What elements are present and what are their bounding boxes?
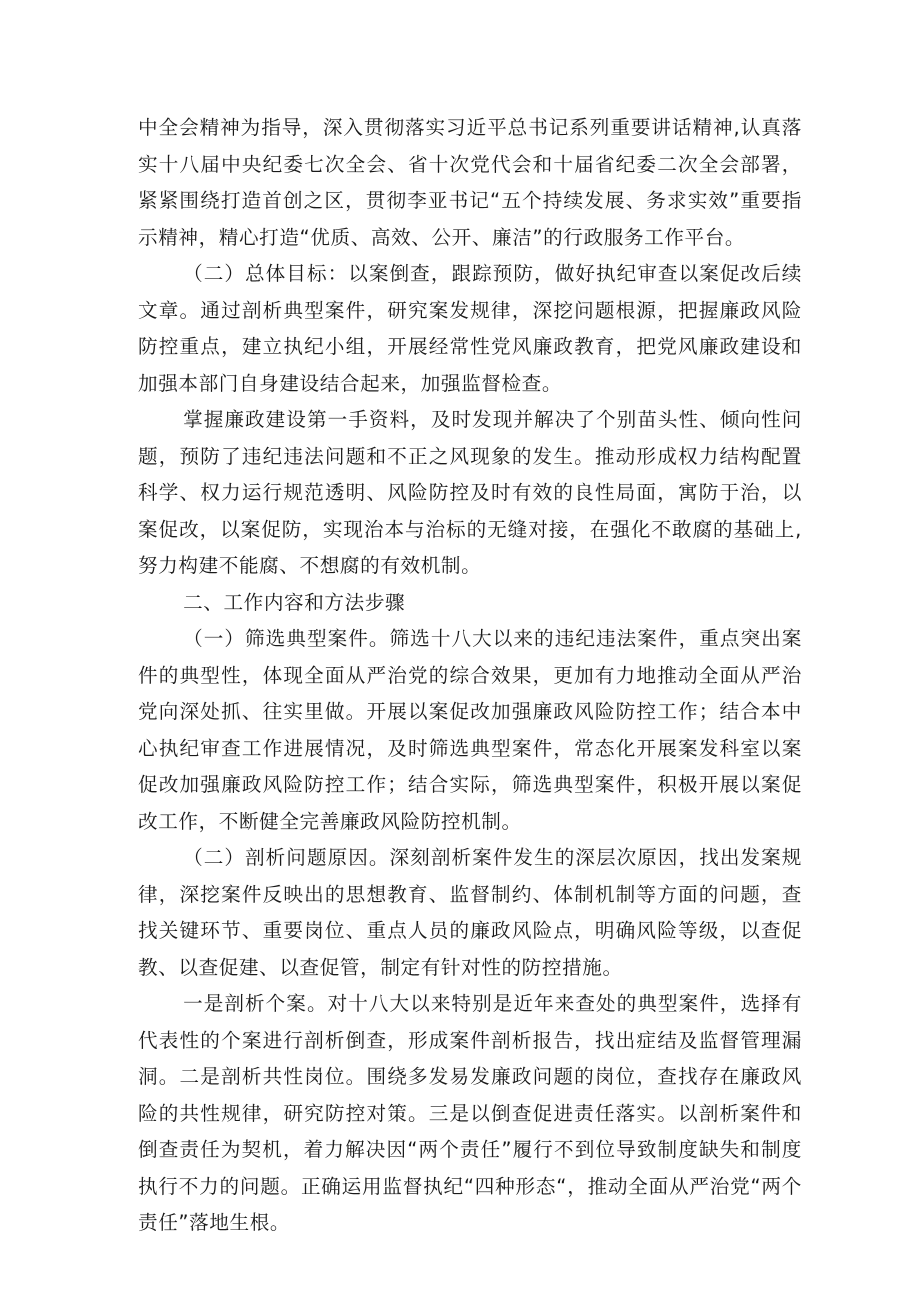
paragraph-guiding-spirit: 中全会精神为指导，深入贯彻落实习近平总书记系列重要讲话精神,认真落实十八届中央纪委七次全会、省十次党代会和十届省纪委二次全会部署，紧紧围绕打造首创之区，贯彻李亚书记“五个持续发展、务求实效”重要指示精神，精心打造“优质、高效、公开、廉洁”的行政服务工作平台。 <box>138 116 802 249</box>
section-heading-work-content: 二、工作内容和方法步骤 <box>183 590 406 614</box>
paragraph-select-cases: （一）筛选典型案件。筛选十八大以来的违纪违法案件，重点突出案件的典型性，体现全面从严治党的综合效果，更加有力地推动全面从严治党向深处抓、往实里做。开展以案促改加强廉政风险防控工作；结合本中心执纪审查工作进展情况，及时筛选典型案件，常态化开展案发科室以案促改加强廉政风险防控工作；结合实际，筛选典型案件，积极开展以案促改工作，不断健全完善廉政风险防控机制。 <box>138 627 802 833</box>
paragraph-overall-goal: （二）总体目标：以案倒查，跟踪预防，做好执纪审查以案促改后续文章。通过剖析典型案件，研究案发规律，深挖问题根源，把握廉政风险防控重点，建立执纪小组，开展经常性党风廉政教育，把党风廉政建设和加强本部门自身建设结合起来，加强监督检查。 <box>138 262 802 395</box>
paragraph-analyze-causes: （二）剖析问题原因。深刻剖析案件发生的深层次原因，找出发案规律，深挖案件反映出的思想教育、监督制约、体制机制等方面的问题，查找关键环节、重要岗位、重点人员的廉政风险点，明确风险等级，以查促教、以查促建、以查促管，制定有针对性的防控措施。 <box>138 846 802 979</box>
paragraph-integrity-mechanism: 掌握廉政建设第一手资料，及时发现并解决了个别苗头性、倾向性问题，预防了违纪违法问题和不正之风现象的发生。推动形成权力结构配置科学、权力运行规范透明、风险防控及时有效的良性局面，寓防于治，以案促改，以案促防，实现治本与治标的无缝对接，在强化不敢腐的基础上,努力构建不能腐、不想腐的有效机制。 <box>138 408 802 577</box>
document-body <box>138 110 802 1242</box>
paragraph-analysis-details: 一是剖析个案。对十八大以来特别是近年来查处的典型案件，选择有代表性的个案进行剖析倒查，形成案件剖析报告，找出症结及监督管理漏洞。二是剖析共性岗位。围绕多发易发廉政问题的岗位，查找存在廉政风险的共性规律，研究防控对策。三是以倒查促进责任落实。以剖析案件和倒查责任为契机，着力解决因“两个责任”履行不到位导致制度缺失和制度执行不力的问题。正确运用监督执纪“四种形态“，推动全面从严治党“两个责任”落地生根。 <box>138 992 802 1234</box>
